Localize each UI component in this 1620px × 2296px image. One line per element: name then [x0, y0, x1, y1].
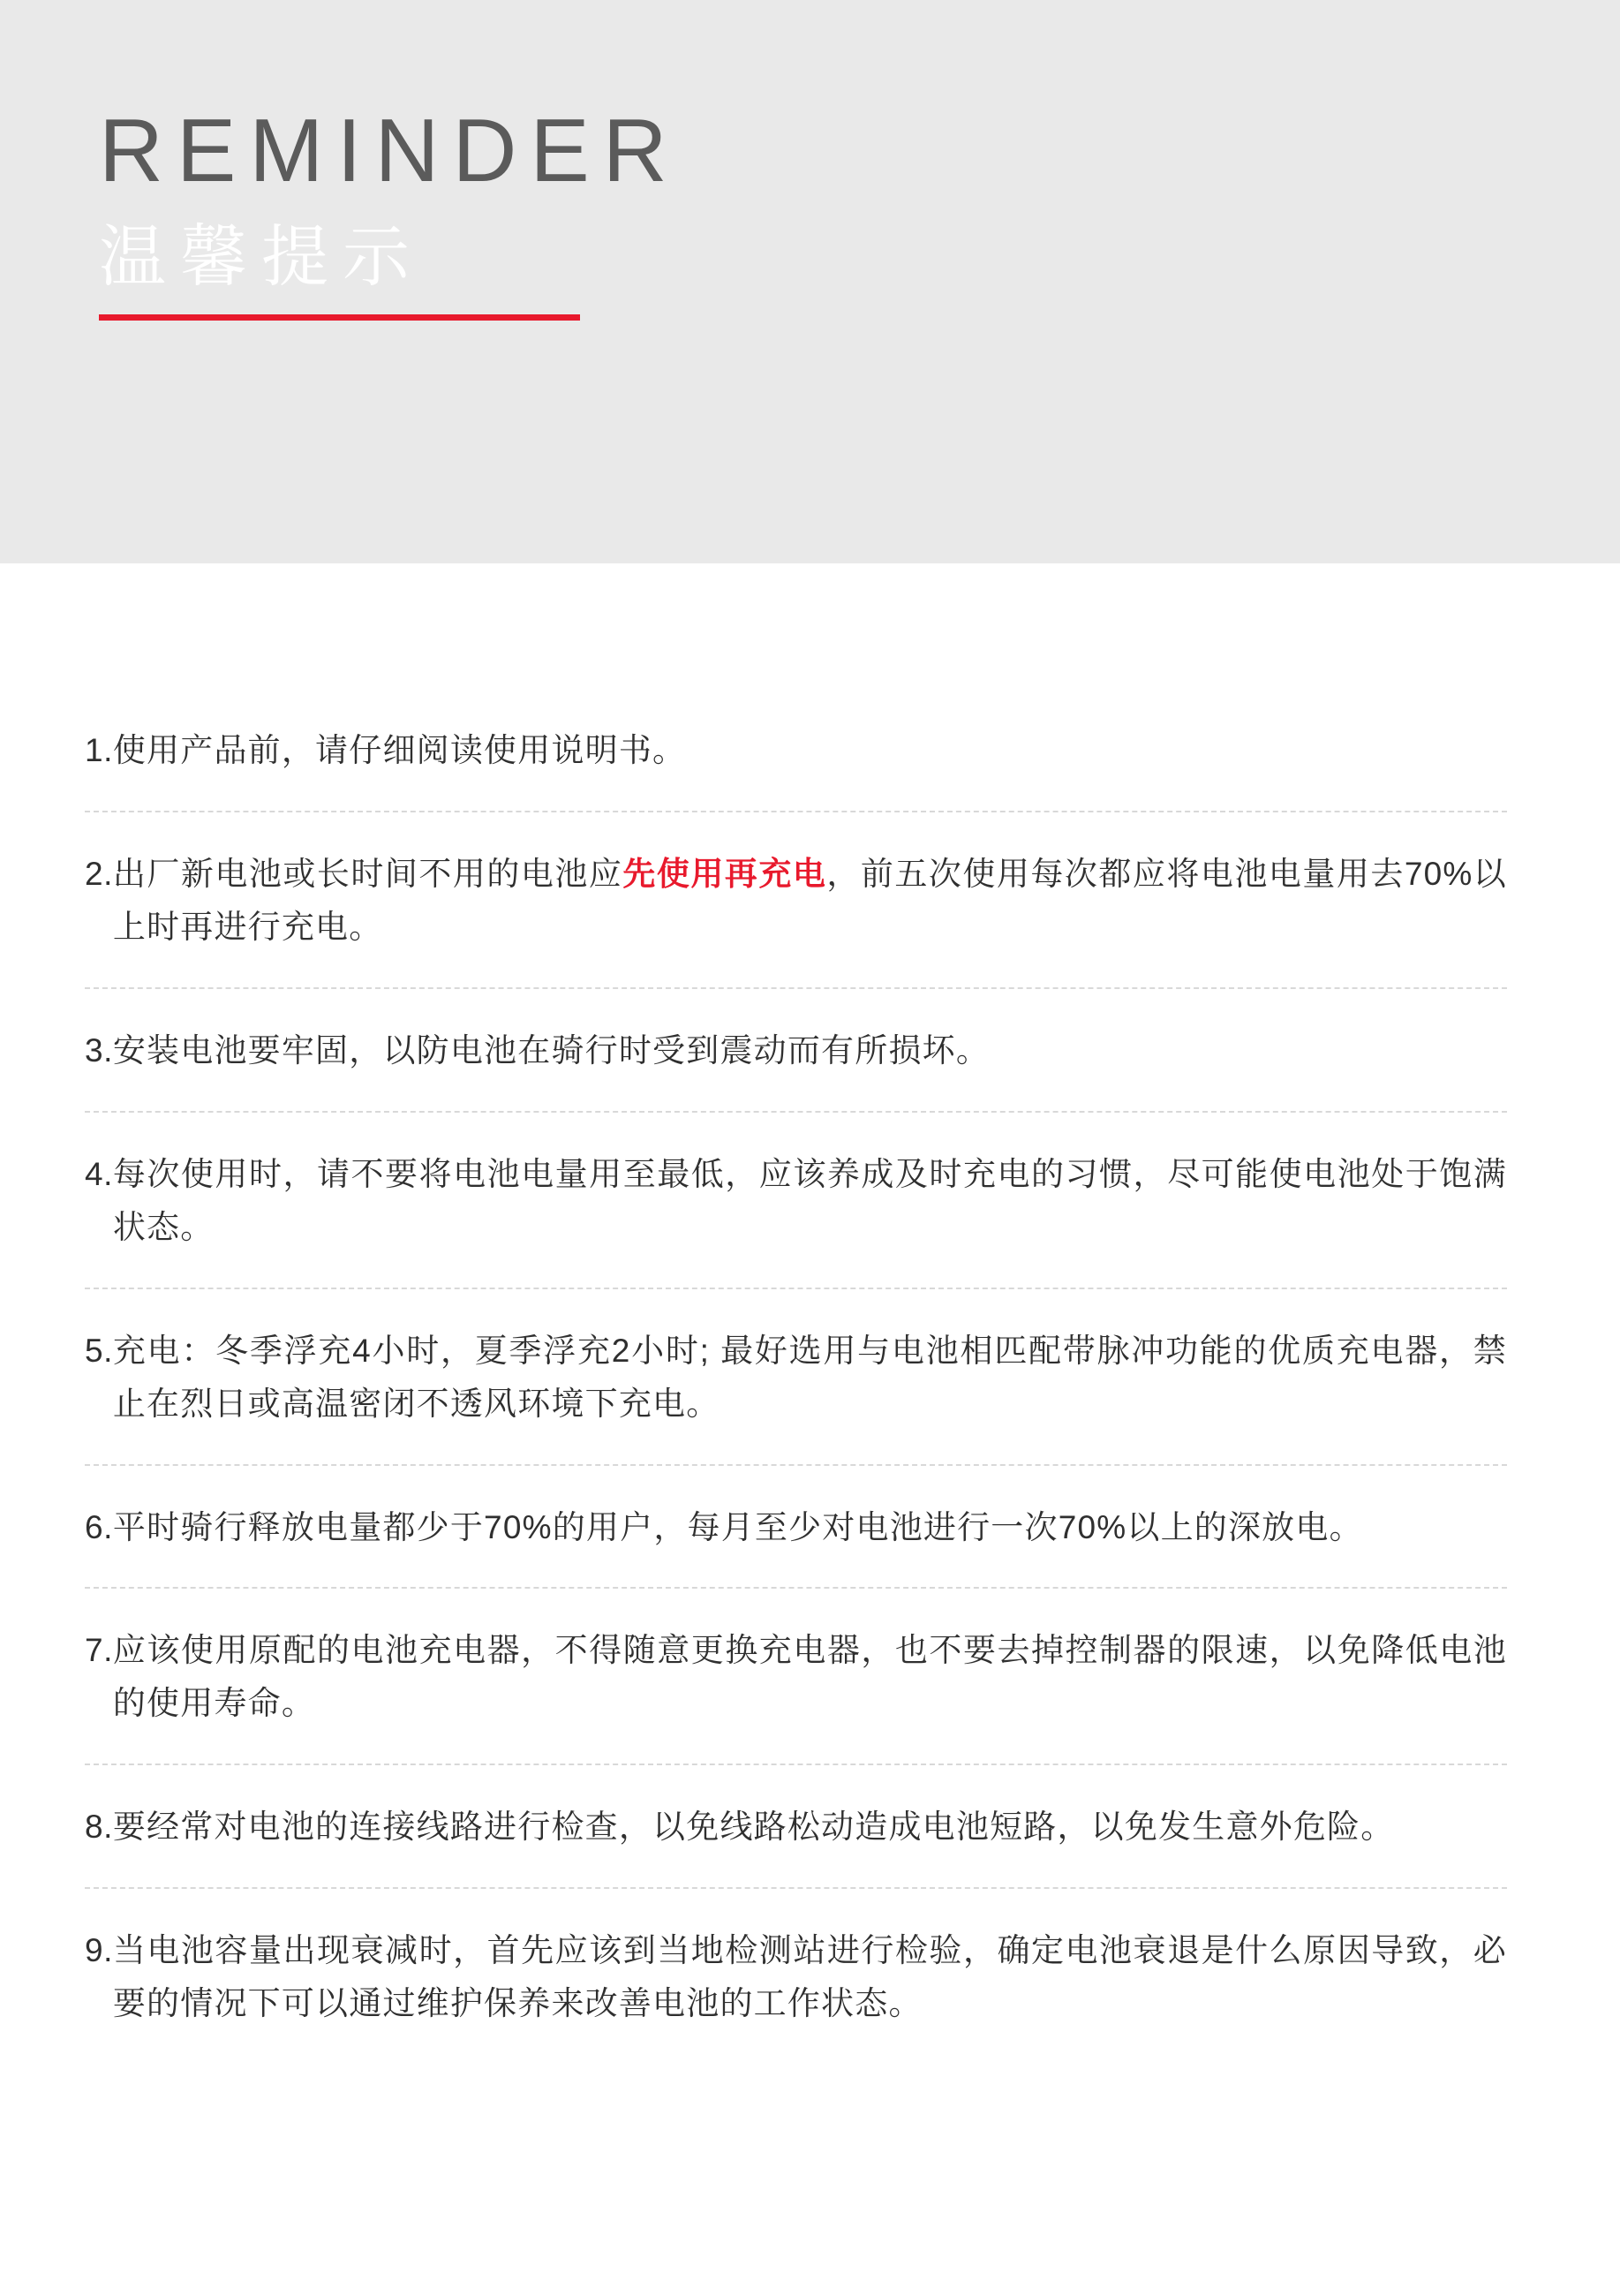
list-item-text	[113, 724, 1507, 777]
list-item	[85, 1148, 1507, 1289]
list-item-number: 3.	[85, 1031, 113, 1069]
list-item-number: 9.	[85, 1932, 113, 1969]
list-item	[85, 1801, 1507, 1889]
list-item-number: 6.	[85, 1508, 113, 1545]
reminder-list	[0, 563, 1620, 2117]
list-item-text	[113, 1501, 1507, 1554]
list-item-number: 8.	[85, 1809, 113, 1846]
list-item-text-pre: 充电：冬季浮充4小时，夏季浮充2小时; 最好选用与电池相匹配带脉冲功能的优质充电器，禁止在烈日或高温密闭不透风环境下充电。	[112, 1332, 1507, 1422]
list-item-text-pre: 每次使用时，请不要将电池电量用至最低，应该养成及时充电的习惯，尽可能使电池处于饱满状态。	[112, 1155, 1507, 1245]
page-title-chinese: 温馨提示	[99, 220, 424, 296]
list-item	[85, 848, 1507, 989]
list-item-number: 7.	[85, 1632, 113, 1669]
list-item-text-pre: 要经常对电池的连接线路进行检查，以免线路松动造成电池短路，以免发生意外危险。	[112, 1809, 1395, 1846]
page-header-banner	[0, 0, 1620, 563]
list-item-text-pre: 应该使用原配的电池充电器，不得随意更换充电器，也不要去掉控制器的限速，以免降低电池的使用寿命。	[112, 1632, 1507, 1722]
list-item-text-pre: 出厂新电池或长时间不用的电池应	[112, 855, 623, 892]
list-item-text	[113, 1148, 1507, 1254]
list-item-number: 4.	[85, 1155, 113, 1192]
header-title-group	[99, 104, 681, 321]
list-item-text	[113, 848, 1507, 954]
list-item	[85, 1501, 1507, 1590]
list-item-text-pre: 安装电池要牢固，以防电池在骑行时受到震动而有所损坏。	[112, 1031, 991, 1069]
list-item-text	[113, 1624, 1507, 1730]
list-item-text	[113, 1024, 1507, 1077]
list-item	[85, 1024, 1507, 1113]
page-title-english: REMINDER	[99, 102, 681, 200]
list-item-text-highlight: 先使用再充电	[622, 855, 827, 892]
list-item-number: 5.	[85, 1332, 113, 1369]
list-item-text-pre: 当电池容量出现衰减时，首先应该到当地检测站进行检验，确定电池衰退是什么原因导致，必要的情况下可以通过维护保养来改善电池的工作状态。	[112, 1932, 1507, 2022]
list-item	[85, 1624, 1507, 1765]
list-item	[85, 1924, 1507, 2064]
list-item	[85, 1325, 1507, 1466]
list-item	[85, 724, 1507, 812]
list-item-text-pre: 使用产品前，请仔细阅读使用说明书。	[112, 732, 687, 768]
list-item-text	[113, 1801, 1507, 1854]
list-item-text-post: ，前五次使用每次都应将电池电量用去70%以上时再进行充电。	[112, 855, 1507, 945]
title-underline-rule	[99, 314, 580, 321]
list-item-text	[113, 1924, 1507, 2030]
list-item-number: 1.	[85, 732, 113, 768]
list-item-number: 2.	[85, 855, 113, 892]
list-item-text-pre: 平时骑行释放电量都少于70%的用户，每月至少对电池进行一次70%以上的深放电。	[112, 1508, 1363, 1545]
list-item-text	[113, 1325, 1507, 1431]
